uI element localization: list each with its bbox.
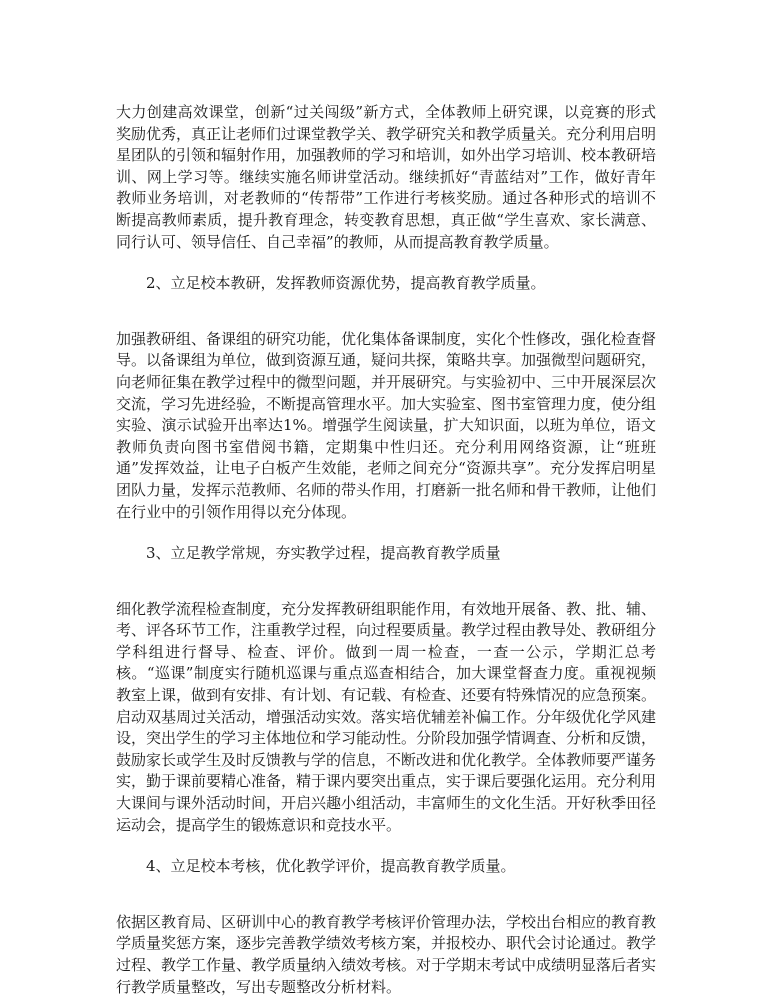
- section-heading-4: 4、立足校本考核，优化教学评价，提高教育教学质量。: [146, 857, 516, 876]
- paragraph-teacher-training: 大力创建高效课堂，创新“过关闯级”新方式，全体教师上研究课，以竞赛的形式奖励优秀，真正让老师们过课堂教学关、教学研究关和教学质量关。充分利用启明星团队的引领和辐射作用，加强教师的学习和培训，如外出学习培训、校本教研培训、网上学习等。继续实施名师讲堂活动。继续抓好“青蓝结对”工作，做好青年教师业务培训，对老教师的“传帮带”工作进行考核奖励。通过各种形式的培训不断提高教师素质，提升教育理念，转变教育思想，真正做“学生喜欢、家长满意、同行认可、领导信任、自己幸福”的教师，从而提高教育教学质量。: [116, 103, 657, 251]
- spacer: [116, 523, 656, 543]
- spacer: [116, 253, 656, 273]
- paragraph-school-research: 加强教研组、备课组的研究功能，优化集体备课制度，实化个性修改，强化检查督导。以备课组为单位，做到资源互通，疑问共探，策略共享。加强微型问题研究，向老师征集在教学过程中的微型问题，并开展研究。与实验初中、三中开展深层次交流，学习先进经验，不断提高管理水平。加大实验室、图书室管理力度，使分组实验、演示试验开出率达1%。增强学生阅读量，扩大知识面，以班为单位，语文教师负责向图书室借阅书籍，定期集中性归还。充分利用网络资源，让“班班通”发挥效益，让电子白板产生效能，老师之间充分“资源共享”。充分发挥启明星团队力量，发挥示范教师、名师的带头作用，打磨新一批名师和骨干教师，让他们在行业中的引领作用得以充分体现。: [116, 329, 657, 521]
- paragraph-assessment: 依据区教育局、区研训中心的教育教学考核评价管理办法，学校出台相应的教育教学质量奖惩方案，逐步完善教学绩效考核方案，并报校办、职代会讨论通过。教学过程、教学工作量、教学质量纳入绩效考核。对于学期末考试中成绩明显落后者实行教学质量整改，写出专题整改分析材料。: [116, 912, 657, 996]
- document-body: [116, 102, 656, 998]
- section-heading-2: 2、立足校本教研，发挥教师资源优势，提高教育教学质量。: [146, 274, 546, 293]
- section-heading-3: 3、立足教学常规，夯实教学过程，提高教育教学质量: [146, 544, 501, 563]
- spacer: [116, 878, 656, 912]
- spacer: [116, 565, 656, 599]
- spacer: [116, 836, 656, 856]
- paragraph-teaching-routine: 细化教学流程检查制度，充分发挥教研组职能作用，有效地开展备、教、批、辅、考、评各环节工作，注重教学过程，向过程要质量。教学过程由教导处、教研组分学科组进行督导、检查、评价。做到一周一检查，一查一公示，学期汇总考核。“巡课”制度实行随机巡课与重点巡查相结合，加大课堂督查力度。重视视频教室上课，做到有安排、有计划、有记载、有检查、还要有特殊情况的应急预案。启动双基周过关活动，增强活动实效。落实培优辅差补偏工作。分年级优化学风建设，突出学生的学习主体地位和学习能动性。分阶段加强学情调查、分析和反馈，鼓励家长或学生及时反馈教与学的信息，不断改进和优化教学。全体教师要严谨务实，勤于课前要精心准备，精于课内要突出重点，实于课后要强化运用。充分利用大课间与课外活动时间，开启兴趣小组活动，丰富师生的文化生活。开好秋季田径运动会，提高学生的锻炼意识和竞技水平。: [116, 599, 657, 834]
- spacer: [116, 295, 656, 329]
